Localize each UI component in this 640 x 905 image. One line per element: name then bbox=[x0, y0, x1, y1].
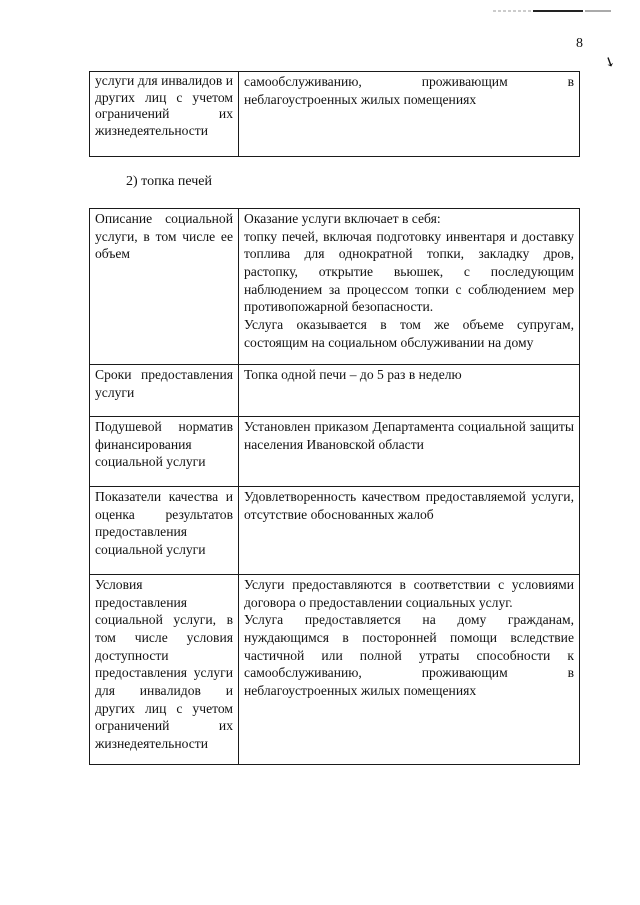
row-paragraph: Услуга оказывается в том же объеме супругам, состоящим на социальном обслуживании на дому bbox=[244, 317, 574, 350]
table-row bbox=[90, 417, 580, 487]
table-row bbox=[90, 487, 580, 575]
row-paragraph: топку печей, включая подготовку инвентаря и доставку топлива для однократной топки, закладку дров, растопку, открытие вьюшек, с последующим наблюдением за процессом топки с соблюдением мер противопожарной безопасности. bbox=[244, 228, 574, 315]
row-label: услуги для инвалидов и других лиц с учетом ограничений их жизнедеятельности bbox=[90, 72, 239, 157]
row-value bbox=[239, 487, 580, 575]
section-heading: 2) топка печей bbox=[126, 174, 212, 189]
row-label: Условия предоставления социальной услуги, в том числе условия доступности предоставления услуги для инвалидов и других лиц с учетом ограничений их жизнедеятельности bbox=[90, 575, 239, 765]
row-paragraph: Услуга предоставляется на дому гражданам, нуждающимся в посторонней помощи вследствие частичной или полной утраты способности к самообслуживанию, проживающим в неблагоустроенных жилых помещениях bbox=[244, 612, 574, 699]
row-paragraph: Установлен приказом Департамента социальной защиты населения Ивановской области bbox=[244, 419, 574, 452]
table-row bbox=[90, 209, 580, 365]
row-paragraph: Оказание услуги включает в себя: bbox=[244, 211, 441, 226]
row-label: Подушевой норматив финансирования социальной услуги bbox=[90, 417, 239, 487]
page-number: 8 bbox=[576, 36, 583, 51]
row-label: Сроки предоставления услуги bbox=[90, 365, 239, 417]
table-row bbox=[90, 72, 580, 157]
corner-scan-mark: ↘ bbox=[601, 52, 618, 71]
row-value: самообслуживанию, проживающим в неблагоустроенных жилых помещениях bbox=[239, 72, 580, 157]
table-row bbox=[90, 365, 580, 417]
row-paragraph: Топка одной печи – до 5 раз в неделю bbox=[244, 367, 462, 382]
row-value bbox=[239, 575, 580, 765]
row-label: Показатели качества и оценка результатов предоставления социальной услуги bbox=[90, 487, 239, 575]
row-value bbox=[239, 209, 580, 365]
continued-table bbox=[89, 71, 580, 157]
row-value bbox=[239, 365, 580, 417]
service-table bbox=[89, 208, 580, 765]
table-row bbox=[90, 575, 580, 765]
row-paragraph: Услуги предоставляются в соответствии с условиями договора о предоставлении социальных услуг. bbox=[244, 577, 574, 610]
row-paragraph: Удовлетворенность качеством предоставляемой услуги, отсутствие обоснованных жалоб bbox=[244, 489, 574, 522]
row-value bbox=[239, 417, 580, 487]
row-label: Описание социальной услуги, в том числе ее объем bbox=[90, 209, 239, 365]
scan-artifact-line bbox=[493, 8, 611, 14]
